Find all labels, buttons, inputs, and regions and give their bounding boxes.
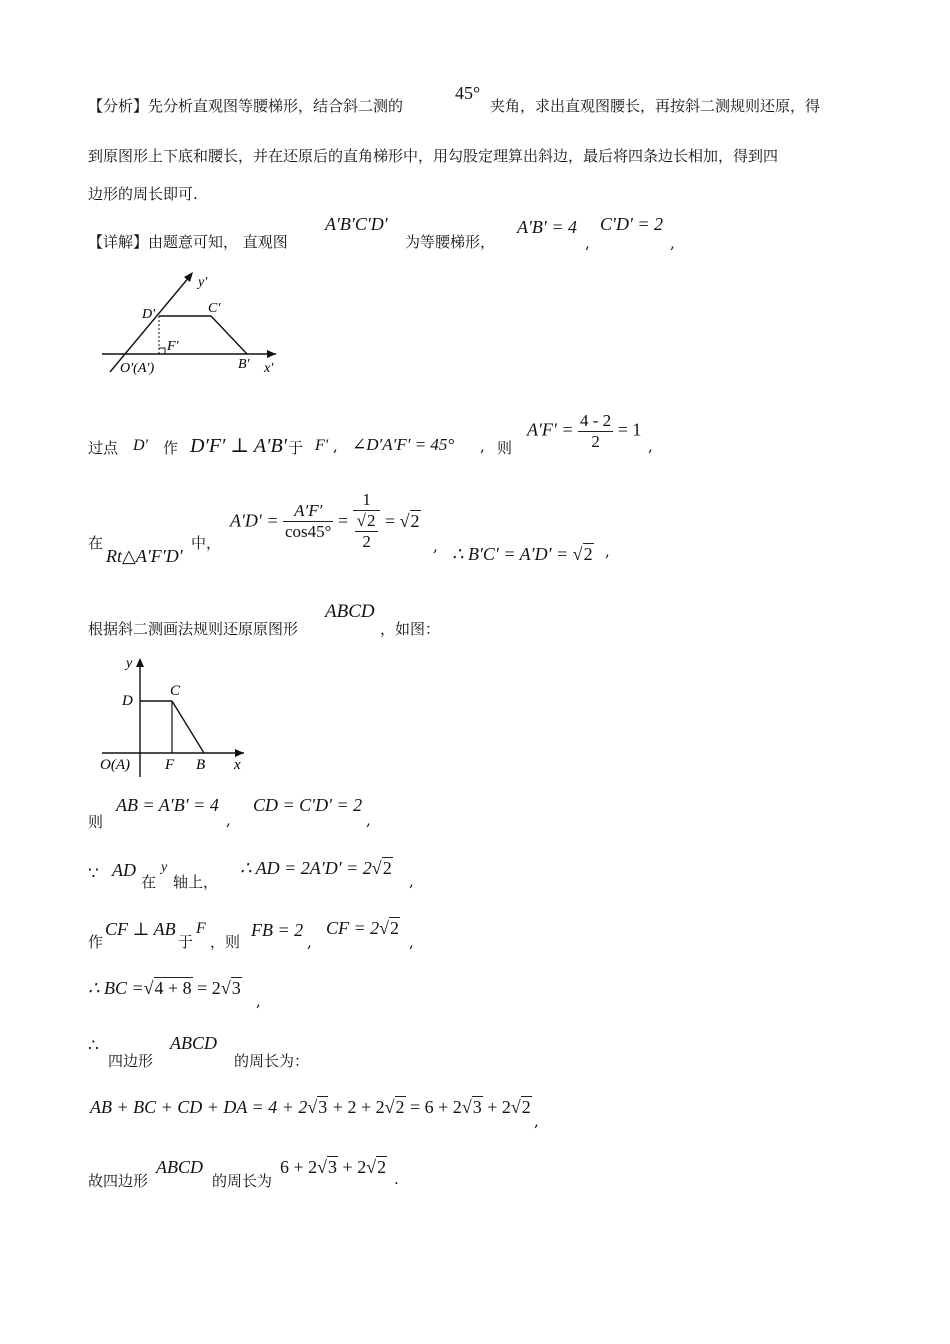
label-origin: O(A)	[100, 757, 130, 773]
sum-lhs: AB + BC + CD + DA = 4 + 2	[90, 1097, 308, 1117]
eq-fb: FB = 2	[251, 920, 304, 940]
fraction1-denominator: cos45°	[285, 521, 332, 541]
af-equation	[527, 411, 641, 452]
as-figure: ，如图：	[380, 620, 441, 638]
label-x: x	[234, 757, 241, 773]
period: .	[394, 1170, 399, 1188]
ad-eq-text: ∴ AD = 2A′D′ = 2	[240, 858, 372, 878]
ad-result: = √2	[384, 510, 420, 531]
ad-fraction-1	[283, 501, 333, 542]
eq-cd-prime: C′D′ = 2	[600, 214, 664, 234]
point-f: F	[196, 920, 206, 937]
comma: ,	[433, 537, 438, 555]
bc-text: ∴ BC =	[88, 978, 144, 998]
at-text: 于	[178, 933, 194, 951]
af-result: = 1	[617, 419, 642, 440]
sum-mid: + 2 + 2	[332, 1097, 385, 1117]
analysis-line1-a	[88, 95, 403, 116]
because-symbol: ∵	[88, 864, 99, 883]
restore-text: 根据斜二测画法规则还原原图形	[88, 620, 299, 638]
oblique-figure	[98, 268, 288, 380]
therefore-symbol: ∴	[88, 1036, 99, 1055]
label-y-prime: y′	[198, 275, 208, 290]
cf-text: CF = 2	[326, 918, 380, 938]
final-a: 6 + 2	[280, 1157, 318, 1177]
bc-result: = 2	[197, 978, 221, 998]
segment-ad: AD	[112, 860, 136, 880]
segment-cb	[172, 701, 204, 753]
make-text: 作	[163, 439, 179, 457]
perimeter-sum: AB + BC + CD + DA = 4 + 2√3 + 2 + 2√2 = 6 + 2√3 + 2√2	[90, 1097, 531, 1117]
label-c: C	[170, 683, 181, 699]
label-b: B	[196, 757, 206, 773]
label-x-prime: x′	[264, 361, 274, 376]
quad-name: ABCD	[170, 1033, 217, 1053]
sum-plus: + 2	[487, 1097, 511, 1117]
then-text: 则	[497, 439, 513, 457]
y-prime-axis	[110, 276, 190, 372]
sum-radicand-4: 2	[521, 1097, 531, 1117]
analysis-line1-b: 夹角，求出直观图腰长，再按斜二测规则还原，得	[490, 97, 821, 115]
label-origin: O′(A′)	[120, 361, 155, 376]
comma: ,	[585, 234, 590, 252]
analysis-text-a: 先分析直观图等腰梯形，结合斜二测的	[148, 97, 404, 115]
cf-radicand: 2	[390, 918, 400, 938]
then-text: 则	[88, 813, 104, 831]
comma: ,	[307, 933, 312, 951]
ad-fraction-2	[353, 490, 381, 552]
eq-cf: CF = 2√2	[326, 918, 400, 938]
comma: ,	[648, 437, 653, 455]
comma: ,	[226, 811, 231, 829]
af-fraction	[578, 411, 613, 452]
fraction1-numerator: A′F′	[283, 501, 333, 522]
label-c-prime: C′	[208, 301, 221, 316]
comma: ,	[366, 811, 371, 829]
comma: ,	[480, 437, 485, 455]
sum-radicand-2: 2	[395, 1097, 405, 1117]
right-triangle: Rt△A′F′D′	[106, 546, 183, 566]
x-axis-arrow	[235, 749, 244, 757]
detail-intro-text: 由题意可知， 直观图	[148, 233, 288, 251]
label-b-prime: B′	[238, 357, 250, 372]
y-axis-arrow	[136, 658, 144, 667]
point-d-prime: D′	[133, 437, 149, 454]
comma: ,	[534, 1112, 539, 1130]
through-point: 过点	[88, 439, 119, 457]
eq-cd: CD = C′D′ = 2	[253, 795, 363, 815]
axis-text: 轴上，	[173, 873, 219, 891]
original-figure	[98, 655, 258, 777]
eq-bc: ∴ BC =√4 + 8 = 2√3	[88, 978, 241, 998]
sum-radicand-3: 3	[472, 1097, 482, 1117]
comma: ,	[409, 872, 414, 890]
final-quad-name: ABCD	[156, 1157, 203, 1177]
angle-eq: ∠D′A′F′ = 45°	[352, 435, 455, 454]
angle-45: 45°	[455, 83, 481, 103]
sum-eq: = 6 + 2	[410, 1097, 462, 1117]
final-text-2: 的周长为	[212, 1172, 273, 1190]
is-isosceles: 为等腰梯形，	[405, 233, 496, 251]
y-letter: y	[161, 860, 168, 875]
af-numerator: 4 - 2	[580, 411, 612, 430]
af-lhs: A′F′ =	[527, 419, 574, 440]
cf-perp-ab: CF ⊥ AB	[105, 919, 176, 939]
label-f-prime: F′	[167, 339, 179, 354]
comma: ,	[605, 542, 610, 560]
in-text: 在	[88, 534, 104, 552]
fraction2-numerator: 1	[353, 490, 381, 511]
on-text: 在	[141, 873, 157, 891]
make-text: 作	[88, 933, 104, 951]
ad-radicand: 2	[410, 510, 420, 531]
quad-name: ABCD	[325, 601, 375, 622]
final-perimeter: 6 + 2√3 + 2√2	[280, 1157, 387, 1177]
equals: =	[337, 510, 349, 531]
bc-result-radicand: 3	[231, 978, 241, 998]
comma: ,	[409, 933, 414, 951]
nested-radicand: 2	[366, 511, 376, 530]
ad-equation	[230, 490, 421, 552]
nested-denominator: 2	[362, 532, 371, 551]
bc-radicand: 4 + 8	[154, 978, 192, 998]
eq-ab-prime: A′B′ = 4	[517, 217, 578, 237]
ad-radicand: 2	[382, 858, 392, 878]
final-radicand-2: 2	[377, 1157, 387, 1177]
final-radicand-1: 3	[328, 1157, 338, 1177]
detail-intro	[88, 231, 288, 252]
conclusion-text: ∴ B′C′ = A′D′ =	[452, 544, 569, 564]
label-y: y	[126, 656, 133, 671]
then-text: ，则	[210, 933, 241, 951]
detail-tag: 【详解】	[88, 233, 149, 251]
quad-text: 四边形	[108, 1052, 154, 1070]
ad-length: ∴ AD = 2A′D′ = 2√2	[240, 858, 392, 878]
analysis-tag: 【分析】	[88, 97, 149, 115]
middle-text: 中，	[191, 534, 222, 552]
analysis-line3: 边形的周长即可.	[88, 185, 198, 203]
af-denominator: 2	[591, 432, 600, 451]
conclusion-radicand: 2	[583, 544, 593, 564]
nested-fraction	[355, 511, 379, 552]
comma: ,	[670, 234, 675, 252]
ad-lhs: A′D′ =	[230, 510, 279, 531]
final-text-1: 故四边形	[88, 1172, 149, 1190]
label-d: D	[122, 693, 133, 709]
sum-radicand-1: 3	[318, 1097, 328, 1117]
label-d-prime: D′	[142, 307, 156, 322]
bc-prime-conclusion: ∴ B′C′ = A′D′ = √2	[452, 544, 593, 564]
at-text: 于	[288, 439, 304, 457]
comma: ,	[333, 437, 338, 455]
segment-cb	[211, 316, 247, 354]
sqrt-symbol: √	[356, 511, 366, 530]
x-axis-arrow	[267, 350, 276, 358]
perp-expr: D′F′ ⊥ A′B′	[190, 435, 288, 457]
fraction2-denominator	[353, 511, 381, 552]
comma: ,	[256, 992, 261, 1010]
label-f: F	[165, 757, 175, 773]
eq-ab: AB = A′B′ = 4	[116, 795, 219, 815]
analysis-line2: 到原图形上下底和腰长，并在还原后的直角梯形中，用勾股定理算出斜边，最后将四条边长相加，得到四	[88, 147, 779, 165]
final-b: + 2	[342, 1157, 367, 1177]
trapezoid-name: A′B′C′D′	[325, 214, 388, 234]
point-f-prime: F′	[315, 437, 329, 454]
perimeter-is: 的周长为：	[234, 1052, 310, 1070]
right-angle-mark	[159, 348, 165, 354]
